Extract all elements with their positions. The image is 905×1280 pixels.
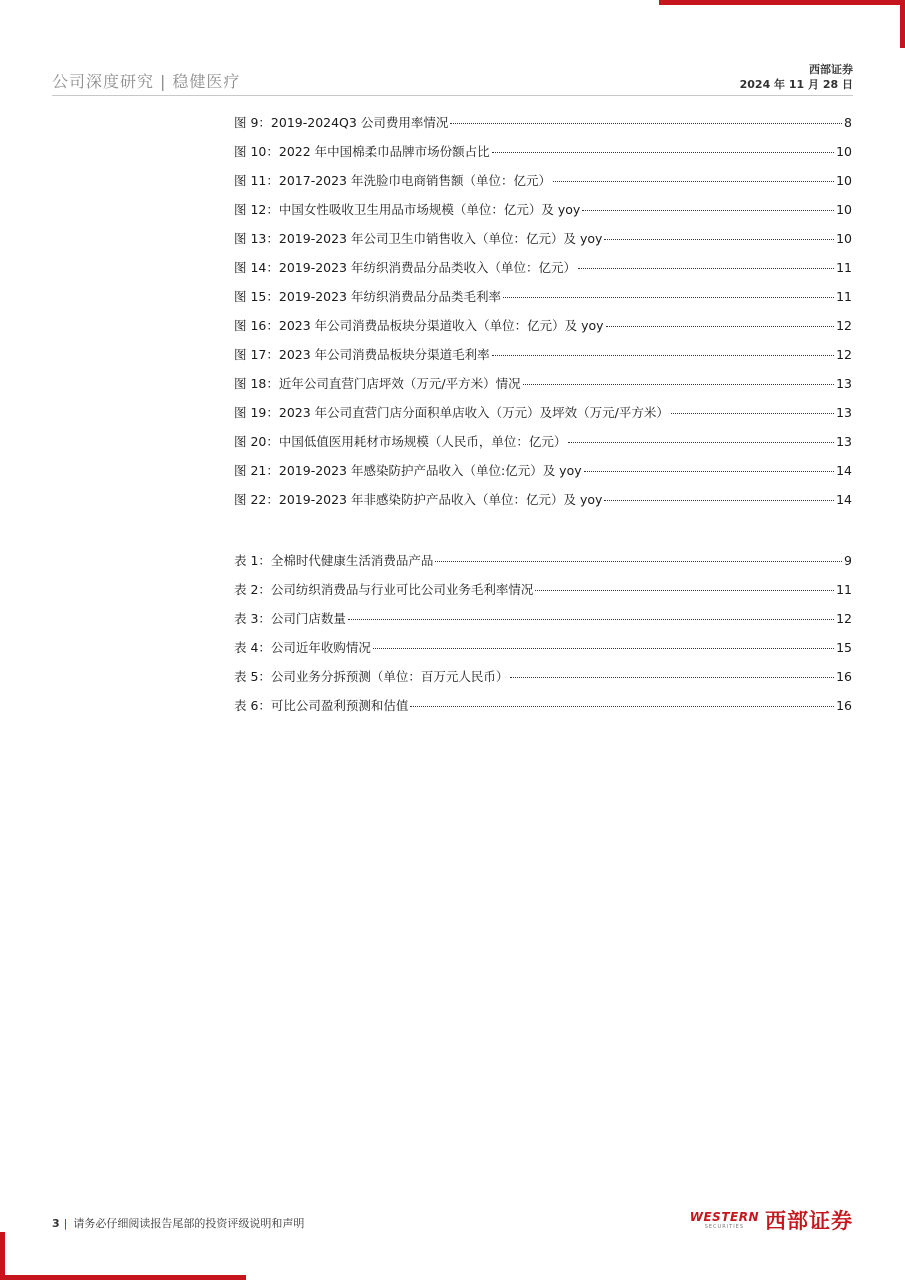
page-number: 3 xyxy=(52,1217,60,1230)
toc-entry-label: 图 16：2023 年公司消费品板块分渠道收入（单位：亿元）及 yoy xyxy=(234,318,604,333)
company-name: 稳健医疗 xyxy=(172,72,241,91)
dot-leader xyxy=(450,123,842,124)
toc-entry-page: 8 xyxy=(844,115,852,130)
logo-english: WESTERN xyxy=(689,1210,759,1224)
dot-leader xyxy=(373,648,834,649)
toc-figure-entry[interactable] xyxy=(234,432,852,461)
dot-leader xyxy=(492,152,834,153)
top-right-corner-decoration xyxy=(659,0,905,48)
header-divider xyxy=(52,95,853,96)
toc-entry-page: 13 xyxy=(836,376,852,391)
toc-entry-page: 11 xyxy=(836,289,852,304)
dot-leader xyxy=(435,561,842,562)
toc-entry-page: 16 xyxy=(836,669,852,684)
toc-entry-page: 13 xyxy=(836,405,852,420)
report-date: 2024 年 11 月 28 日 xyxy=(739,78,853,91)
toc-entry-label: 图 13：2019-2023 年公司卫生巾销售收入（单位：亿元）及 yoy xyxy=(234,231,603,246)
toc-table-entry[interactable] xyxy=(234,667,852,696)
toc-entry-label: 图 15：2019-2023 年纺织消费品分品类毛利率 xyxy=(234,289,501,304)
toc-figure-entry[interactable] xyxy=(234,374,852,403)
toc-entry-label: 图 21：2019-2023 年感染防护产品收入（单位:亿元）及 yoy xyxy=(234,463,582,478)
footer-separator: | xyxy=(63,1217,68,1230)
dot-leader xyxy=(568,442,834,443)
toc-entry-label: 表 2：公司纺织消费品与行业可比公司业务毛利率情况 xyxy=(234,582,534,597)
report-header-right xyxy=(740,62,853,92)
dot-leader xyxy=(582,210,834,211)
toc-entry-label: 图 22：2019-2023 年非感染防护产品收入（单位：亿元）及 yoy xyxy=(234,492,603,507)
broker-name: 西部证券 xyxy=(809,63,853,76)
toc-entry-label: 图 11：2017-2023 年洗脸巾电商销售额（单位：亿元） xyxy=(234,173,551,188)
dot-leader xyxy=(604,500,834,501)
toc-entry-page: 16 xyxy=(836,698,852,713)
toc-entry-page: 10 xyxy=(836,144,852,159)
toc-table-entry[interactable] xyxy=(234,696,852,725)
toc-entry-label: 图 14：2019-2023 年纺织消费品分品类收入（单位：亿元） xyxy=(234,260,576,275)
report-type: 公司深度研究 xyxy=(52,72,155,91)
dot-leader xyxy=(671,413,834,414)
toc-table-entry[interactable] xyxy=(234,638,852,667)
table-list xyxy=(234,551,852,725)
dot-leader xyxy=(523,384,835,385)
toc-entry-label: 图 19：2023 年公司直营门店分面积单店收入（万元）及坪效（万元/平方米） xyxy=(234,405,669,420)
figure-list xyxy=(234,113,852,519)
toc-entry-label: 图 10：2022 年中国棉柔巾品牌市场份额占比 xyxy=(234,144,490,159)
toc-entry-label: 表 1：全棉时代健康生活消费品产品 xyxy=(234,553,434,568)
dot-leader xyxy=(510,677,834,678)
toc-figure-entry[interactable] xyxy=(234,403,852,432)
dot-leader xyxy=(553,181,834,182)
dot-leader xyxy=(410,706,834,707)
toc-entry-label: 表 5：公司业务分拆预测（单位：百万元人民币） xyxy=(234,669,509,684)
bottom-left-corner-decoration xyxy=(0,1232,246,1280)
list-gap xyxy=(234,519,852,551)
toc-figure-entry[interactable] xyxy=(234,345,852,374)
toc-entry-page: 12 xyxy=(836,611,852,626)
dot-leader xyxy=(492,355,834,356)
header-separator: | xyxy=(160,72,167,91)
toc-table-entry[interactable] xyxy=(234,609,852,638)
logo-english-sub: SECURITIES xyxy=(704,1224,745,1230)
toc-figure-entry[interactable] xyxy=(234,200,852,229)
toc-entry-page: 10 xyxy=(836,231,852,246)
dot-leader xyxy=(606,326,835,327)
toc-entry-page: 12 xyxy=(836,347,852,362)
toc-entry-label: 表 4：公司近年收购情况 xyxy=(234,640,371,655)
toc-entry-label: 表 3：公司门店数量 xyxy=(234,611,346,626)
toc-figure-entry[interactable] xyxy=(234,316,852,345)
toc-table-entry[interactable] xyxy=(234,580,852,609)
dot-leader xyxy=(535,590,834,591)
toc-entry-page: 15 xyxy=(836,640,852,655)
toc-figure-entry[interactable] xyxy=(234,113,852,142)
toc-entry-label: 图 17：2023 年公司消费品板块分渠道毛利率 xyxy=(234,347,490,362)
western-securities-logo xyxy=(690,1205,853,1235)
table-of-contents xyxy=(234,113,852,725)
toc-figure-entry[interactable] xyxy=(234,461,852,490)
toc-entry-label: 图 9：2019-2024Q3 公司费用率情况 xyxy=(234,115,449,130)
dot-leader xyxy=(604,239,834,240)
toc-entry-page: 14 xyxy=(836,463,852,478)
footer-disclaimer: 请务必仔细阅读报告尾部的投资评级说明和声明 xyxy=(73,1217,305,1230)
toc-figure-entry[interactable] xyxy=(234,229,852,258)
toc-entry-label: 图 20：中国低值医用耗材市场规模（人民币，单位：亿元） xyxy=(234,434,567,449)
toc-figure-entry[interactable] xyxy=(234,490,852,519)
logo-chinese: 西部证券 xyxy=(765,1209,853,1233)
toc-entry-label: 图 12：中国女性吸收卫生用品市场规模（单位：亿元）及 yoy xyxy=(234,202,581,217)
toc-entry-page: 11 xyxy=(836,582,852,597)
toc-entry-page: 14 xyxy=(836,492,852,507)
page-footer xyxy=(52,1215,304,1231)
toc-entry-page: 13 xyxy=(836,434,852,449)
toc-table-entry[interactable] xyxy=(234,551,852,580)
dot-leader xyxy=(578,268,834,269)
report-header-left xyxy=(52,69,240,92)
toc-figure-entry[interactable] xyxy=(234,142,852,171)
toc-entry-page: 11 xyxy=(836,260,852,275)
toc-entry-page: 12 xyxy=(836,318,852,333)
toc-entry-page: 10 xyxy=(836,173,852,188)
toc-entry-page: 9 xyxy=(844,553,852,568)
toc-figure-entry[interactable] xyxy=(234,287,852,316)
toc-figure-entry[interactable] xyxy=(234,258,852,287)
dot-leader xyxy=(503,297,834,298)
toc-entry-label: 图 18：近年公司直营门店坪效（万元/平方米）情况 xyxy=(234,376,521,391)
dot-leader xyxy=(348,619,834,620)
toc-figure-entry[interactable] xyxy=(234,171,852,200)
toc-entry-label: 表 6：可比公司盈利预测和估值 xyxy=(234,698,409,713)
dot-leader xyxy=(584,471,834,472)
toc-entry-page: 10 xyxy=(836,202,852,217)
